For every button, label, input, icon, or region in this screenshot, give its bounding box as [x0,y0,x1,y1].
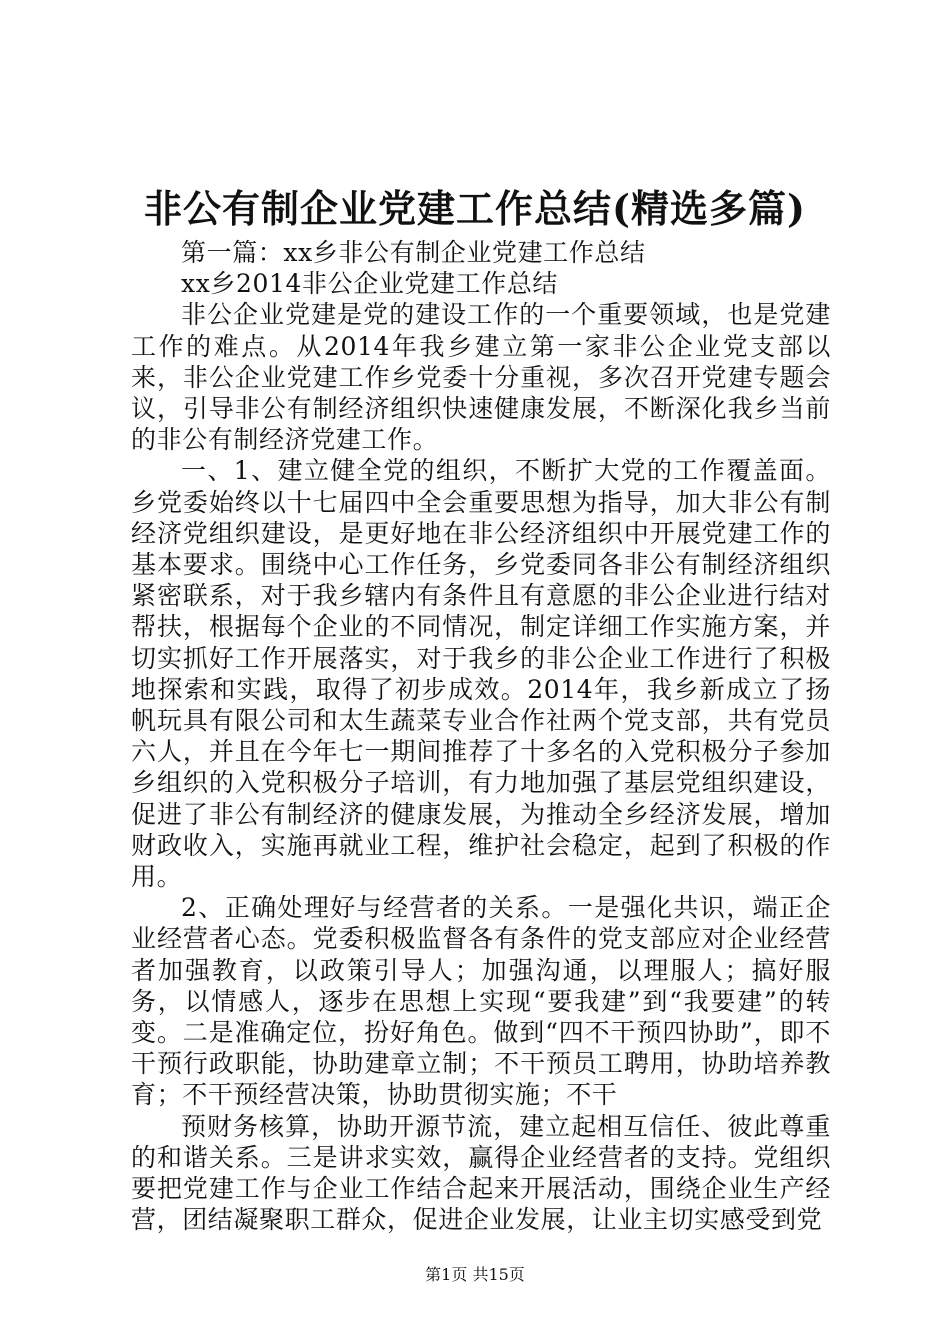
page-footer: 第1页 共15页 [425,1265,525,1284]
body-paragraph: 2、正确处理好与经营者的关系。一是强化共识，端正企业经营者心态。党委积极监督各有条件的党支部应对企业经营者加强教育，以政策引导人；加强沟通，以理服人；搞好服务，以情感人，逐步在思想上实现“要我建”到“我要建”的转变。二是准确定位，扮好角色。做到“四不干预四协助”，即不干预行政职能，协助建章立制；不干预员工聘用，协助培养教育；不干预经营决策，协助贯彻实施；不干 [131,893,831,1110]
document-title: 非公有制企业党建工作总结(精选多篇) [144,186,806,231]
section-subheading: xx乡2014非公企业党建工作总结 [181,269,559,299]
body-paragraph: 一、1、建立健全党的组织，不断扩大党的工作覆盖面。乡党委始终以十七届四中全会重要思想为指导，加大非公有制经济党组织建设，是更好地在非公经济组织中开展党建工作的基本要求。围绕中心工作任务，乡党委同各非公有制经济组织紧密联系，对于我乡辖内有条件且有意愿的非公企业进行结对帮扶，根据每个企业的不同情况，制定详细工作实施方案，并切实抓好工作开展落实，对于我乡的非公企业工作进行了积极地探索和实践，取得了初步成效。2014年，我乡新成立了扬帆玩具有限公司和太生蔬菜专业合作社两个党支部，共有党员六人，并且在今年七一期间推荐了十多名的入党积极分子参加乡组织的入党积极分子培训，有力地加强了基层党组织建设，促进了非公有制经济的健康发展，为推动全乡经济发展，增加财政收入，实施再就业工程，维护社会稳定，起到了积极的作用。 [131,456,831,892]
body-paragraph: 非公企业党建是党的建设工作的一个重要领域，也是党建工作的难点。从2014年我乡建立第一家非公企业党支部以来，非公企业党建工作乡党委十分重视，多次召开党建专题会议，引导非公有制经济组织快速健康发展，不断深化我乡当前的非公有制经济党建工作。 [131,300,831,455]
section-heading: 第一篇：xx乡非公有制企业党建工作总结 [181,238,646,267]
body-paragraph: 预财务核算，协助开源节流，建立起相互信任、彼此尊重的和谐关系。三是讲求实效，赢得企业经营者的支持。党组织要把党建工作与企业工作结合起来开展活动，围绕企业生产经营，团结凝聚职工群众，促进企业发展，让业主切实感受到党 [131,1111,831,1235]
document-body [131,237,831,1236]
